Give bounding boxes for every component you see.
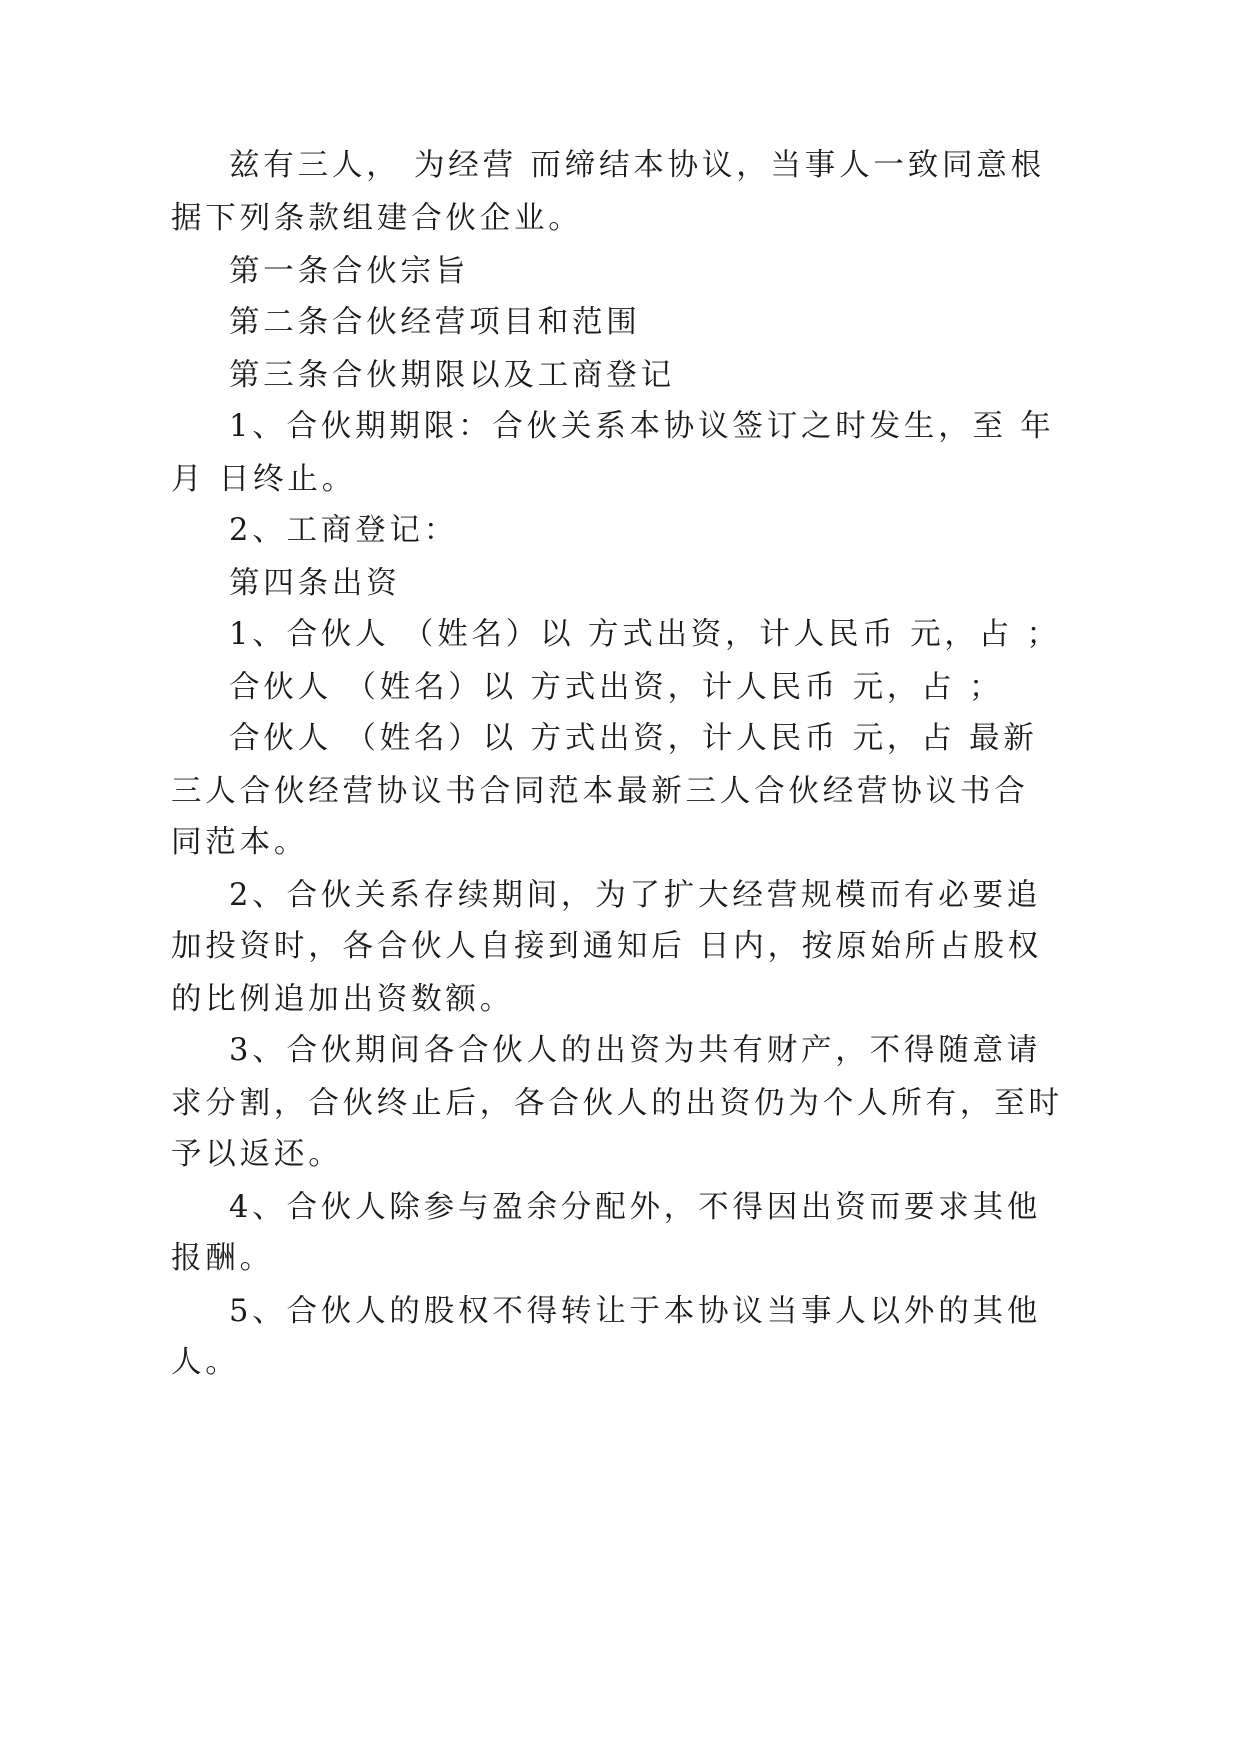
article-heading: 第四条出资 [229, 566, 401, 601]
paragraph-line: 月 日终止。 [171, 462, 356, 497]
article-heading: 第一条合伙宗旨 [229, 254, 470, 289]
paragraph-line: 加投资时，各合伙人自接到通知后 日内，按原始所占股权 [171, 929, 1042, 964]
paragraph-line: 三人合伙经营协议书合同范本最新三人合伙经营协议书合 [171, 774, 1029, 809]
paragraph-line: 予以返还。 [171, 1137, 343, 1172]
paragraph-line: 合伙人 （姓名）以 方式出资，计人民币 元，占 最新 [229, 721, 1038, 756]
article-heading: 第二条合伙经营项目和范围 [229, 305, 641, 340]
paragraph-line: 求分割，合伙终止后，各合伙人的出资仍为个人所有，至时 [171, 1086, 1063, 1121]
paragraph-line: 报酬。 [171, 1241, 274, 1276]
paragraph-line: 2、工商登记： [229, 513, 459, 548]
paragraph-line: 4、合伙人除参与盈余分配外，不得因出资而要求其他 [229, 1190, 1042, 1225]
article-heading: 第三条合伙期限以及工商登记 [229, 358, 675, 393]
paragraph-line: 人。 [171, 1345, 240, 1380]
paragraph-line: 3、合伙期间各合伙人的出资为共有财产，不得随意请 [229, 1033, 1042, 1068]
paragraph-line: 据下列条款组建合伙企业。 [171, 201, 583, 236]
paragraph-line: 2、合伙关系存续期间，为了扩大经营规模而有必要追 [229, 878, 1042, 913]
paragraph-line: 的比例追加出资数额。 [171, 982, 514, 1017]
paragraph-line: 兹有三人， 为经营 而缔结本协议，当事人一致同意根 [229, 148, 1045, 183]
paragraph-line: 合伙人 （姓名）以 方式出资，计人民币 元，占 ； [229, 670, 1004, 705]
paragraph-line: 5、合伙人的股权不得转让于本协议当事人以外的其他 [229, 1294, 1042, 1329]
paragraph-line: 1、合伙人 （姓名）以 方式出资，计人民币 元，占 ； [229, 617, 1061, 652]
paragraph-line: 同范本。 [171, 825, 309, 860]
paragraph-line: 1、合伙期期限：合伙关系本协议签订之时发生，至 年 [229, 409, 1055, 444]
